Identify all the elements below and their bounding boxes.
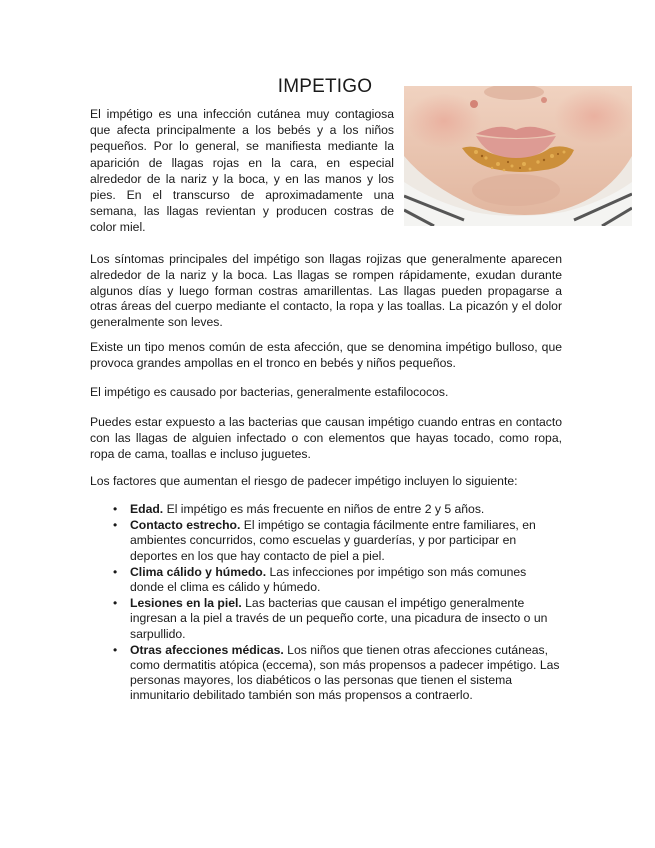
risk-factor-term: Otras afecciones médicas.: [130, 642, 284, 657]
risk-factor-text: El impétigo es más frecuente en niños de entre 2 y 5 años.: [163, 502, 485, 516]
risk-factor-text: Los niños que tienen otras afecciones cutáneas, como dermatitis atópica (eccema), son más propensos a padecer impétigo. Las personas mayores, los diabéticos o las personas que tienen el sistema inmunitario debilitado también son más propensos a contraerlo.: [130, 642, 560, 703]
intro-paragraph: El impétigo es una infección cutánea muy contagiosa que afecta principalmente a los bebés y a los niños pequeños. Por lo general, se manifiesta mediante la aparición de llagas rojas en la cara, en especial alrededor de la nariz y la boca, y en las manos y los pies. En el transcurso de aproximadamente una semana, las llagas revientan y producen costras de color miel.: [90, 107, 394, 235]
bullet-icon: •: [113, 596, 118, 611]
bullet-icon: •: [113, 502, 118, 516]
bullet-icon: •: [113, 518, 118, 533]
page-title: IMPETIGO: [277, 76, 373, 97]
risk-factor-text: El impétigo se contagia fácilmente entre familiares, en ambientes concurridos, como escuelas y guarderías, y por participar en deportes en los que hay contacto de piel a piel.: [130, 518, 536, 563]
risk-factor-term: Contacto estrecho.: [130, 518, 241, 533]
list-item: [90, 518, 562, 564]
list-item: [90, 565, 562, 595]
risk-factor-text: Las infecciones por impétigo son más comunes donde el clima es cálido y húmedo.: [130, 564, 527, 595]
bullet-icon: •: [113, 564, 118, 579]
cause-paragraph: El impétigo es causado por bacterias, generalmente estafilococos.: [90, 385, 449, 399]
risk-factor-list: [90, 502, 562, 705]
risk-factor-term: Clima cálido y húmedo.: [130, 564, 267, 579]
bullous-paragraph: Existe un tipo menos común de esta afección, que se denomina impétigo bulloso, que provoca grandes ampollas en el tronco en bebés y niños pequeños.: [90, 340, 562, 370]
impetigo-photo: [404, 86, 632, 226]
list-item: [90, 596, 562, 642]
risk-intro-paragraph: Los factores que aumentan el riesgo de padecer impétigo incluyen lo siguiente:: [90, 474, 518, 488]
risk-factor-term: Lesiones en la piel.: [130, 596, 242, 611]
bullet-icon: •: [113, 642, 118, 657]
child-face-illustration: [404, 86, 632, 226]
exposure-paragraph: Puedes estar expuesto a las bacterias que causan impétigo cuando entras en contacto con las llagas de alguien infectado o con elementos que hayas tocado, como ropa, ropa de cama, toallas e incluso juguetes.: [90, 415, 562, 461]
risk-factor-text: Las bacterias que causan el impétigo generalmente ingresan a la piel a través de un pequeño corte, una picadura de insecto o un sarpullido.: [130, 596, 548, 641]
list-item: [90, 502, 562, 517]
symptoms-paragraph: Los síntomas principales del impétigo son llagas rojizas que generalmente aparecen alrededor de la nariz y la boca. Las llagas se rompen rápidamente, exudan durante algunos días y luego forman costras amarillentas. Las llagas pueden propagarse a otras áreas del cuerpo mediante el contacto, la ropa y las toallas. La picazón y el dolor generalmente son leves.: [90, 252, 562, 330]
risk-factor-term: Edad.: [130, 502, 164, 516]
list-item: [90, 643, 562, 704]
